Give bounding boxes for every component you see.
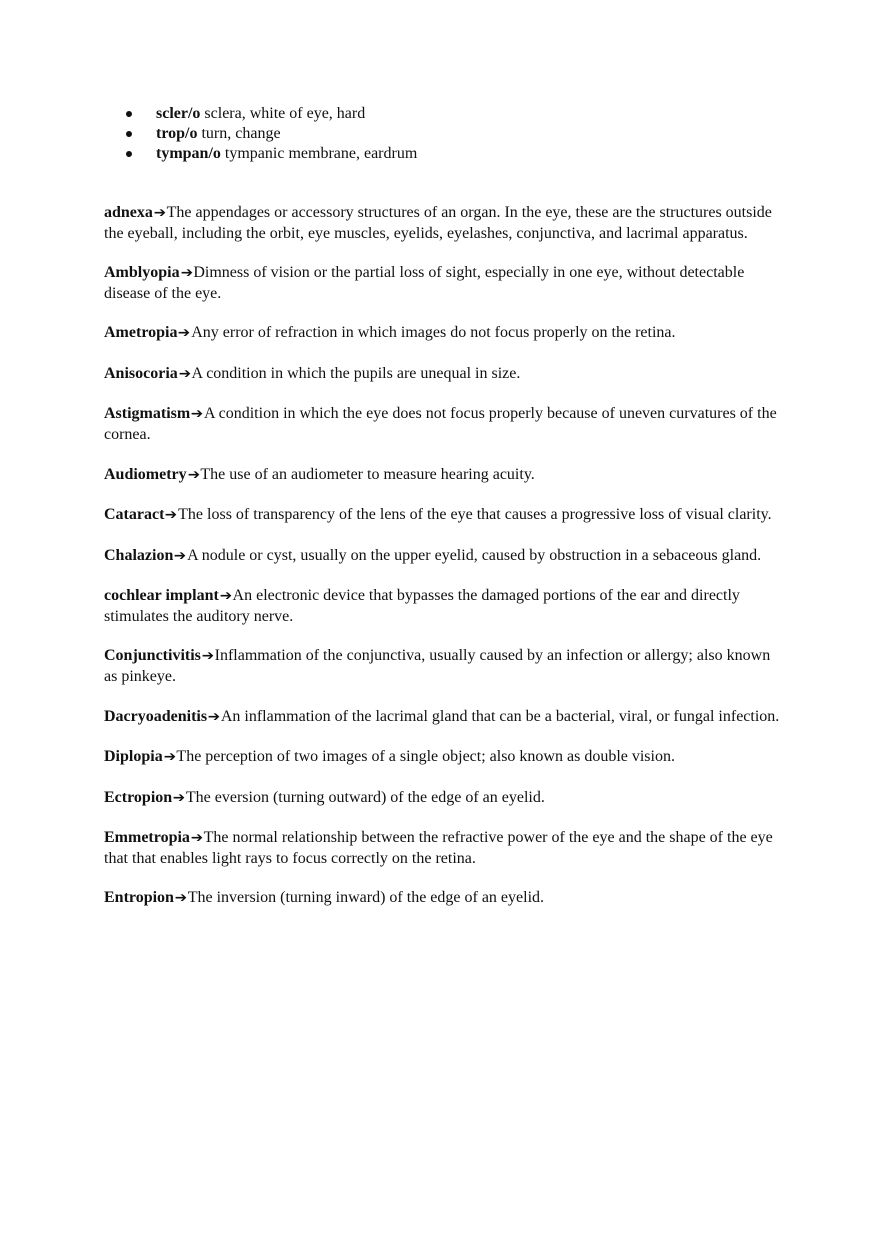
definition-text: An inflammation of the lacrimal gland that can be a bacterial, viral, or fungal infection. xyxy=(220,707,780,725)
arrow-icon: ➔ xyxy=(187,466,200,483)
prefix-item xyxy=(126,104,417,124)
prefix-term: scler/o xyxy=(156,105,201,122)
definition-entry xyxy=(104,707,784,728)
arrow-icon: ➔ xyxy=(165,507,178,524)
definition-term: Ametropia xyxy=(104,324,178,342)
definition-entry xyxy=(104,828,784,868)
definition-text: A condition in which the pupils are unequal in size. xyxy=(191,364,521,382)
definition-entry xyxy=(104,465,784,486)
definition-term: Anisocoria xyxy=(104,364,178,382)
definition-text: Any error of refraction in which images do not focus properly on the retina. xyxy=(191,324,676,342)
definition-text: Inflammation of the conjunctiva, usually caused by an infection or allergy; also known as pinkeye. xyxy=(104,647,771,686)
arrow-icon: ➔ xyxy=(178,365,191,382)
definition-entry xyxy=(104,364,784,385)
arrow-icon: ➔ xyxy=(172,789,186,806)
prefix-list xyxy=(126,104,417,164)
prefix-meaning: sclera, white of eye, hard xyxy=(204,105,366,122)
definition-term: adnexa xyxy=(104,204,153,221)
definition-term: Audiometry xyxy=(104,465,187,483)
definition-entry xyxy=(104,203,784,243)
bullet-icon xyxy=(126,131,132,137)
definition-term: Diplopia xyxy=(104,748,163,766)
definition-term: Conjunctivitis xyxy=(104,647,201,665)
definition-term: cochlear implant xyxy=(104,587,219,605)
prefix-term: tympan/o xyxy=(156,145,221,162)
arrow-icon: ➔ xyxy=(174,547,187,564)
prefix-meaning: tympanic membrane, eardrum xyxy=(224,145,418,162)
definition-entry xyxy=(104,546,784,567)
definition-text: A nodule or cyst, usually on the upper eyelid, caused by obstruction in a sebaceous gland. xyxy=(187,546,762,564)
definition-term: Dacryoadenitis xyxy=(104,707,208,725)
arrow-icon: ➔ xyxy=(180,265,193,282)
definition-entry xyxy=(104,646,784,686)
definition-entry xyxy=(104,788,784,809)
bullet-icon xyxy=(126,151,132,157)
prefix-item xyxy=(126,144,417,164)
arrow-icon: ➔ xyxy=(190,830,203,847)
arrow-icon: ➔ xyxy=(207,708,221,725)
definition-term: Ectropion xyxy=(104,788,173,806)
arrow-icon: ➔ xyxy=(219,588,232,605)
definition-text: The use of an audiometer to measure hearing acuity. xyxy=(200,465,535,483)
definition-entry xyxy=(104,888,784,909)
prefix-item xyxy=(126,124,417,144)
arrow-icon: ➔ xyxy=(190,406,204,423)
definitions-list xyxy=(104,203,784,929)
definition-entry xyxy=(104,505,784,526)
definition-entry xyxy=(104,263,784,303)
definition-entry xyxy=(104,404,784,444)
definition-text: Dimness of vision or the partial loss of sight, especially in one eye, without detectable disease of the eye. xyxy=(104,264,745,302)
arrow-icon: ➔ xyxy=(163,749,176,766)
definition-text: The perception of two images of a single object; also known as double vision. xyxy=(176,748,675,766)
prefix-meaning: turn, change xyxy=(201,125,281,142)
definition-text: An electronic device that bypasses the damaged portions of the ear and directly stimulates the auditory nerve. xyxy=(104,587,740,625)
definition-text: The inversion (turning inward) of the edge of an eyelid. xyxy=(187,889,545,907)
definition-term: Astigmatism xyxy=(104,405,191,423)
arrow-icon: ➔ xyxy=(153,205,166,221)
definition-text: A condition in which the eye does not focus properly because of uneven curvatures of the cornea. xyxy=(104,405,777,444)
prefix-term: trop/o xyxy=(156,125,198,142)
definition-term: Emmetropia xyxy=(104,829,190,847)
definition-term: Cataract xyxy=(104,506,165,524)
definition-term: Entropion xyxy=(104,889,174,907)
definition-text: The appendages or accessory structures of an organ. In the eye, these are the structures outside the eyeball, including the orbit, eye muscles, eyelids, eyelashes, conjunctiva, and lacrimal apparatus. xyxy=(104,204,772,242)
definition-text: The eversion (turning outward) of the edge of an eyelid. xyxy=(185,788,545,806)
arrow-icon: ➔ xyxy=(174,890,187,907)
definition-text: The loss of transparency of the lens of the eye that causes a progressive loss of visual clarity. xyxy=(178,506,772,524)
bullet-icon xyxy=(126,111,132,117)
definition-entry xyxy=(104,323,784,344)
definition-term: Chalazion xyxy=(104,546,174,564)
arrow-icon: ➔ xyxy=(201,648,214,665)
definition-entry xyxy=(104,747,784,768)
definition-entry xyxy=(104,586,784,626)
definition-text: The normal relationship between the refractive power of the eye and the shape of the eye that that enables light rays to focus correctly on the retina. xyxy=(104,829,773,867)
definition-term: Amblyopia xyxy=(104,264,180,282)
arrow-icon: ➔ xyxy=(178,325,191,342)
